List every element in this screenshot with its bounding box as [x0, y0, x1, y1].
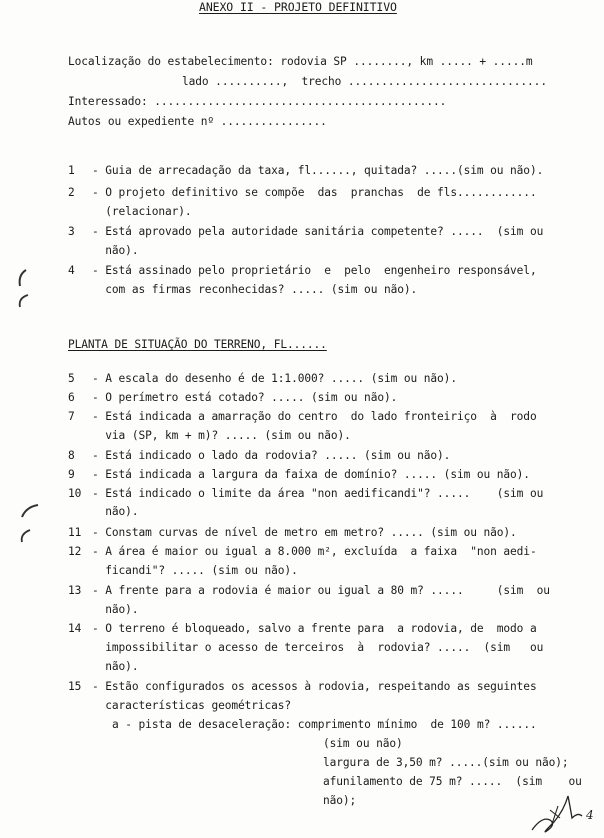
item-text: - Está indicado o lado da rodovia? ..... (sim ou não).	[92, 449, 451, 462]
item-text: com as firmas reconhecidas? ..... (sim ou não).	[92, 283, 418, 296]
item-text: impossibilitar o acesso de terceiros à rodovia? ..... (sim ou	[92, 641, 544, 654]
item-text: não).	[92, 603, 139, 616]
handwritten-signature	[528, 790, 590, 836]
sub-item-a-text: largura de 3,50 m? .....(sim ou não);	[323, 756, 569, 769]
item-number: 7	[68, 410, 75, 423]
item-number: 14	[68, 622, 82, 635]
item-number: 15	[68, 680, 82, 693]
item-text: - O perímetro está cotado? ..... (sim ou não).	[92, 391, 398, 404]
item-text: - Está aprovado pela autoridade sanitária competente? ..... (sim ou	[92, 225, 544, 238]
item-text: - Estão configurados os acessos à rodovia, respeitando as seguintes	[92, 680, 537, 693]
field-localizacao: Localização do estabelecimento: rodovia SP ........, km ..... + .....m	[68, 55, 533, 68]
item-text: - Guia de arrecadação da taxa, fl......, quitada? .....(sim ou não).	[92, 164, 544, 177]
item-number: 4	[68, 264, 75, 277]
item-text: - Constam curvas de nível de metro em metro? ..... (sim ou não).	[92, 526, 517, 539]
item-text: ficandi"? ..... (sim ou não).	[92, 564, 298, 577]
item-text: não).	[92, 244, 139, 257]
item-text: - A frente para a rodovia é maior ou igual a 80 m? ..... (sim ou	[92, 584, 550, 597]
item-number: 9	[68, 468, 75, 481]
item-number: 6	[68, 391, 75, 404]
item-text: - Está assinado pelo proprietário e pelo engenheiro responsável,	[92, 264, 537, 277]
item-number: 10	[68, 487, 82, 500]
item-text: não).	[92, 505, 139, 518]
sub-item-a-text: não);	[323, 794, 357, 807]
item-number: 13	[68, 584, 82, 597]
section-title: PLANTA DE SITUAÇÃO DO TERRENO, FL......	[68, 338, 327, 351]
item-number: 12	[68, 545, 82, 558]
item-number: 3	[68, 225, 75, 238]
item-number: 5	[68, 372, 75, 385]
item-number: 1	[68, 164, 75, 177]
item-text: não).	[92, 660, 139, 673]
field-autos: Autos ou expediente nº ................	[68, 115, 327, 128]
page-title: ANEXO II - PROJETO DEFINITIVO	[199, 0, 397, 14]
sub-item-a-text: (sim ou não)	[323, 737, 403, 750]
item-text: - Está indicada a largura da faixa de domínio? ..... (sim ou não).	[92, 468, 530, 481]
sub-item-a-text: afunilamento de 75 m? ..... (sim ou	[323, 775, 582, 788]
item-text: - A área é maior ou igual a 8.000 m², excluída a faixa "non aedi-	[92, 545, 537, 558]
item-number: 8	[68, 449, 75, 462]
item-text: - A escala do desenho é de 1:1.000? ..... (sim ou não).	[92, 372, 457, 385]
item-number: 11	[68, 526, 82, 539]
field-interessado: Interessado: ............................................	[68, 95, 447, 108]
item-text: - O terreno é bloqueado, salvo a frente para a rodovia, de modo a	[92, 622, 537, 635]
item-text: características geométricas?	[92, 699, 292, 712]
item-number: 2	[68, 186, 75, 199]
item-text: - Está indicado o limite da área "non aedificandi"? ..... (sim ou	[92, 487, 544, 500]
margin-marks	[0, 0, 60, 838]
item-text: (relacionar).	[92, 205, 192, 218]
page-number-mark: 4	[586, 808, 594, 822]
item-text: via (SP, km + m)? ..... (sim ou não).	[92, 429, 351, 442]
item-text: - Está indicada a amarração do centro do lado fronteiriço à rodo	[92, 410, 537, 423]
field-lado-trecho: lado .........., trecho ..............................	[182, 75, 547, 88]
item-text: - O projeto definitivo se compõe das pranchas de fls............	[92, 186, 537, 199]
sub-item-a-label: a - pista de desaceleração: comprimento mínimo de 100 m? ......	[112, 718, 537, 731]
